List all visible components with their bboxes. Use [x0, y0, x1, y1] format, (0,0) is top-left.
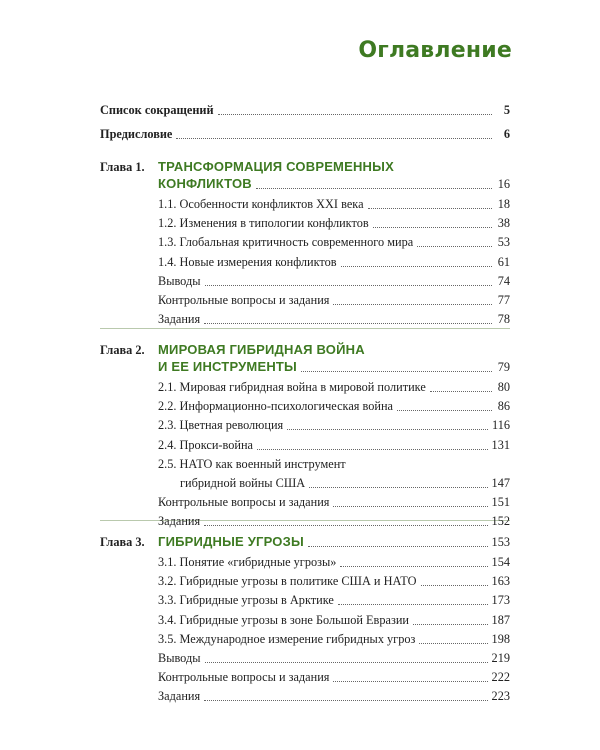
dot-leader [419, 643, 487, 644]
page-number: 116 [492, 418, 510, 433]
toc-section-entry[interactable] [158, 648, 510, 668]
chapter-heading-line: МИРОВАЯ ГИБРИДНАЯ ВОЙНА [158, 342, 365, 357]
entry-title: гибридной войны США [180, 476, 306, 490]
page-number: 173 [491, 593, 510, 608]
chapter-label: Глава 2. [100, 343, 145, 357]
dot-leader [204, 700, 487, 701]
toc-section-entry[interactable] [158, 552, 510, 572]
dot-leader [301, 371, 492, 372]
entry-title: 1.2. Изменения в типологии конфликтов [158, 216, 369, 231]
entry-title: Контрольные вопросы и задания [158, 495, 330, 510]
page-number: 223 [491, 689, 510, 704]
page-number: 16 [497, 177, 510, 191]
toc-section-entry[interactable] [158, 571, 510, 591]
dot-leader [421, 585, 488, 586]
dot-leader [204, 323, 492, 324]
toc-section-entry[interactable] [158, 629, 510, 649]
page-number: 79 [497, 360, 510, 374]
toc-section-entry[interactable] [180, 473, 510, 493]
page-number: 219 [491, 651, 510, 665]
dot-leader [256, 188, 492, 189]
page-number: 163 [491, 574, 510, 589]
entry-title: 2.3. Цветная революция [158, 418, 284, 433]
dot-leader [430, 391, 492, 392]
entry-title: 3.2. Гибридные угрозы в политике США и НАТО [158, 574, 417, 589]
page-number: 78 [497, 312, 510, 327]
chapter-heading[interactable] [158, 357, 510, 377]
toc-section-entry[interactable] [158, 511, 510, 531]
page-number: 74 [497, 273, 510, 288]
toc-section-entry[interactable] [158, 309, 510, 329]
page-number: 18 [497, 197, 510, 211]
toc-section-entry[interactable] [158, 232, 510, 252]
entry-title: Выводы [158, 273, 201, 288]
entry-title: И ЕЕ ИНСТРУМЕНТЫ [158, 359, 297, 374]
toc-section-entry[interactable] [158, 252, 510, 272]
entry-title: Список сокращений [100, 103, 214, 117]
page-number: 86 [497, 399, 510, 414]
entry-title: Задания [158, 689, 201, 704]
dot-leader [218, 114, 492, 115]
page-number: 80 [497, 380, 510, 394]
page-number: 61 [497, 254, 510, 269]
dot-leader [373, 227, 492, 228]
page-number: 6 [503, 127, 510, 141]
toc-section-entry[interactable] [158, 454, 510, 474]
dot-leader [308, 546, 488, 547]
toc-section-entry[interactable] [158, 610, 510, 630]
entry-title: Задания [158, 514, 201, 529]
entry-title: КОНФЛИКТОВ [158, 176, 252, 191]
dot-leader [204, 525, 487, 526]
toc-front-entry[interactable] [100, 100, 510, 120]
toc-section-entry[interactable] [158, 686, 510, 706]
dot-leader [176, 138, 492, 139]
entry-title: 1.3. Глобальная критичность современного мира [158, 235, 414, 250]
entry-title: 2.4. Прокси-война [158, 437, 253, 452]
dot-leader [417, 246, 492, 247]
dot-leader [287, 429, 488, 430]
dot-leader [338, 604, 488, 605]
page-number: 53 [497, 235, 510, 250]
entry-title: 2.1. Мировая гибридная война в мировой политике [158, 380, 426, 394]
toc-section-entry[interactable] [158, 590, 510, 610]
toc-section-entry[interactable] [158, 213, 510, 233]
entry-title: 3.4. Гибридные угрозы в зоне Большой Евразии [158, 612, 409, 627]
entry-title: 1.4. Новые измерения конфликтов [158, 254, 337, 269]
chapter-heading[interactable] [158, 174, 510, 194]
entry-title: Контрольные вопросы и задания [158, 293, 330, 307]
page-number: 147 [491, 476, 510, 490]
page-number: 187 [491, 612, 510, 627]
dot-leader [341, 266, 492, 267]
toc-section-entry[interactable] [158, 377, 510, 397]
chapter-label: Глава 3. [100, 535, 145, 549]
dot-leader [205, 285, 493, 286]
page-number: 77 [497, 293, 510, 307]
entry-title: 2.2. Информационно-психологическая война [158, 399, 393, 414]
toc-section-entry[interactable] [158, 290, 510, 310]
dot-leader [333, 304, 492, 305]
entry-title: 3.5. Международное измерение гибридных угроз [158, 631, 416, 646]
dot-leader [257, 449, 488, 450]
toc-section-entry[interactable] [158, 415, 510, 435]
entry-title: Предисловие [100, 127, 173, 141]
page-number: 153 [491, 535, 510, 549]
chapter-heading[interactable] [158, 532, 510, 552]
page-number: 222 [491, 670, 510, 685]
dot-leader [368, 208, 492, 209]
toc-title: Оглавление [358, 38, 512, 63]
page-number: 198 [491, 631, 510, 646]
toc-section-entry[interactable] [158, 271, 510, 291]
toc-front-entry[interactable] [100, 124, 510, 144]
dot-leader [333, 506, 487, 507]
entry-title: 1.1. Особенности конфликтов XXI века [158, 197, 364, 211]
page-number: 152 [491, 514, 510, 529]
page-number: 5 [503, 103, 510, 117]
entry-title: Задания [158, 312, 201, 327]
dot-leader [205, 662, 488, 663]
entry-title: Выводы [158, 651, 201, 665]
dot-leader [397, 410, 492, 411]
toc-section-entry[interactable] [158, 435, 510, 455]
chapter-heading-line: ТРАНСФОРМАЦИЯ СОВРЕМЕННЫХ [158, 159, 394, 174]
toc-section-entry[interactable] [158, 396, 510, 416]
toc-section-entry[interactable] [158, 667, 510, 687]
entry-title: ГИБРИДНЫЕ УГРОЗЫ [158, 534, 304, 549]
entry-title: 2.5. НАТО как военный инструмент [158, 456, 346, 471]
toc-section-entry[interactable] [158, 492, 510, 512]
page-number: 151 [491, 495, 510, 510]
page-number: 154 [491, 555, 510, 569]
entry-title: Контрольные вопросы и задания [158, 670, 330, 685]
dot-leader [333, 681, 487, 682]
dot-leader [309, 487, 487, 488]
entry-title: 3.3. Гибридные угрозы в Арктике [158, 593, 334, 608]
entry-title: 3.1. Понятие «гибридные угрозы» [158, 555, 337, 569]
dot-leader [340, 566, 487, 567]
dot-leader [413, 624, 488, 625]
toc-section-entry[interactable] [158, 194, 510, 214]
page-number: 38 [497, 216, 510, 231]
page-number: 131 [491, 437, 510, 452]
chapter-label: Глава 1. [100, 160, 145, 174]
